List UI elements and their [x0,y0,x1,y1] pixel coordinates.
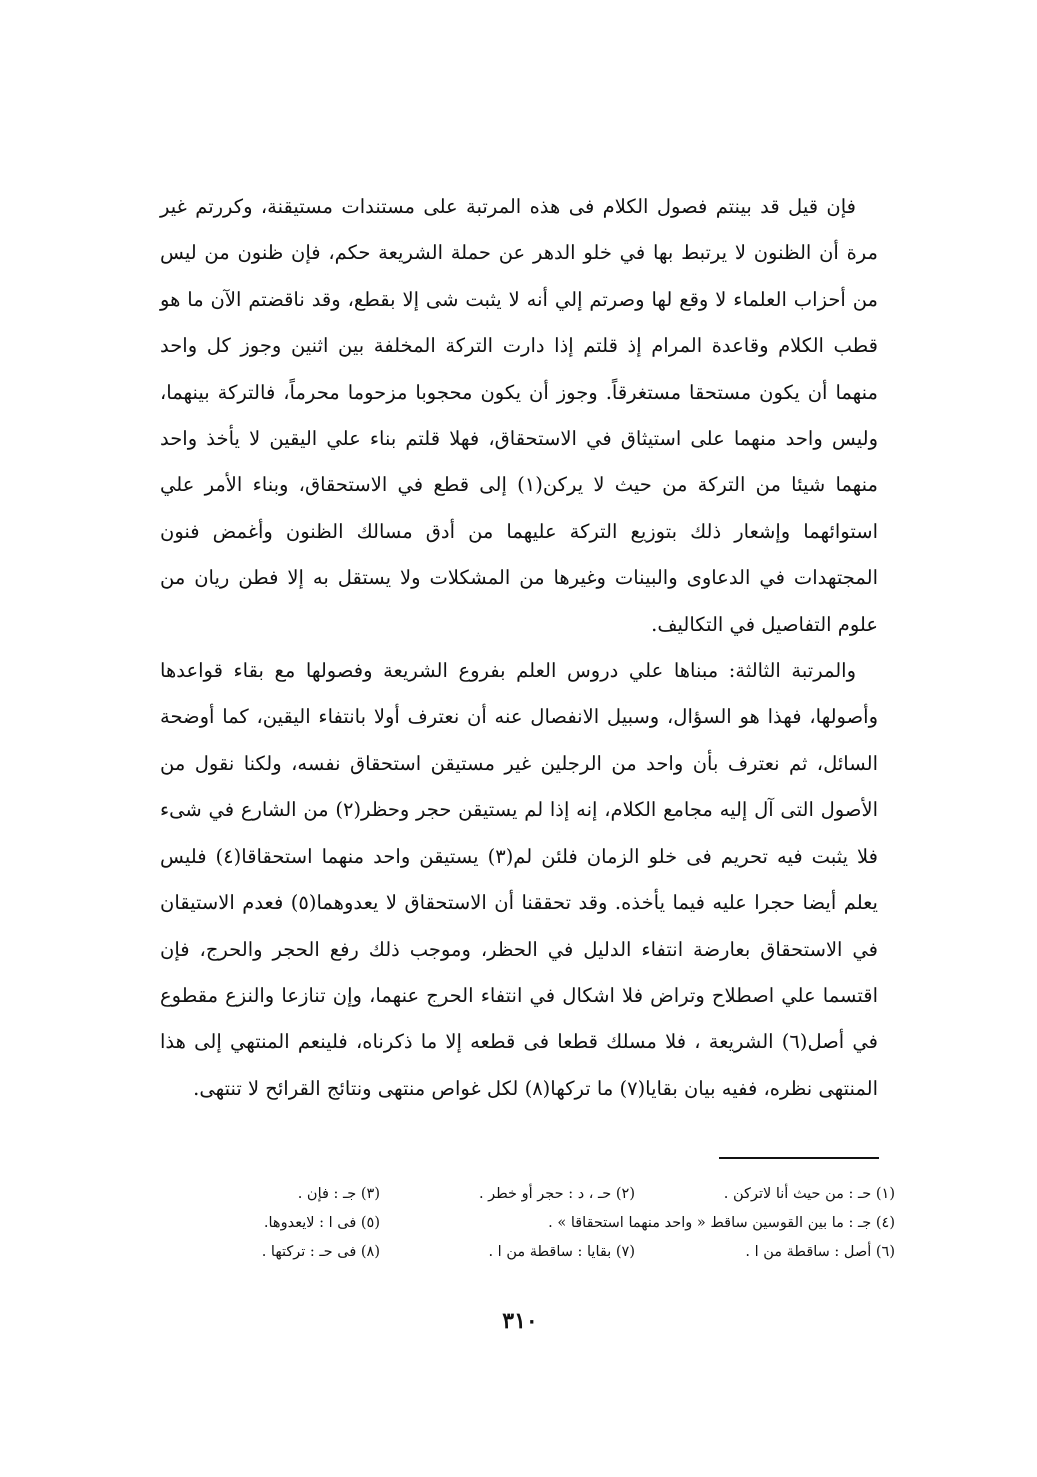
footnote: (٣) جـ : فإن . [297,1186,380,1202]
footnote: (٨) فى حـ : تركتها . [261,1244,380,1260]
paragraph: فإن قيل قد بينتم فصول الكلام فى هذه المرتبة على مستندات مستيقنة، وكررتم غير مرة أن الظنون لا يرتبط بها في خلو الدهر عن حملة الشريعة حكم، فإن ظنون من ليس من أحزاب العلماء لا وقع لها وصرتم إلي أنه لا يثبت شى إلا بقطع، وقد ناقضتم الآن ما هو قطب الكلام وقاعدة المرام إذ قلتم إذا دارت التركة المخلفة بين اثنين وجوز كل واحد منهما أن يكون مستحقا مستغرقاً. وجوز أن يكون محجوبا مزحوما محرماً، فالتركة بينهما، وليس واحد منهما على استيثاق في الاستحقاق، فهلا قلتم بناء علي اليقين لا يأخذ واحد منهما شيئا من التركة من حيث لا يركن(١) إلى قطع في الاستحقاق، وبناء الأمر علي استوائهما وإشعار ذلك بتوزيع التركة عليهما من أدق مسالك الظنون وأغمض فنون المجتهدات في الدعاوى والبينات وغيرها من المشكلات ولا يستقل به إلا فطن ريان من علوم التفاصيل في التكاليف. [160,195,879,636]
footnote-row [200,1209,895,1238]
paragraph: والمرتبة الثالثة: مبناها علي دروس العلم بفروع الشريعة وفصولها مع بقاء قواعدها وأصولها، فهذا هو السؤال، وسبيل الانفصال عنه أن نعترف أولا بانتفاء اليقين، كما أوضحة السائل، ثم نعترف بأن واحد من الرجلين غير مستيقن استحقاق نفسه، ولكنا نقول من الأصول التى آل إليه مجامع الكلام، إنه إذا لم يستيقن حجر وحظر(٢) من الشارع في شىء فلا يثبت فيه تحريم فى خلو الزمان فلئن لم(٣) يستيقن واحد منهما استحقاقا(٤) فليس يعلم أيضا حجرا عليه فيما يأخذه. وقد تحققنا أن الاستحقاق لا يعدوهما(٥) فعدم الاستيقان في الاستحقاق بعارضة انتفاء الدليل في الحظر، وموجب ذلك رفع الحجر والحرج، فإن اقتسما علي اصطلاح وتراض فلا اشكال في انتفاء الحرج عنهما، وإن تنازعا والنزع مقطوع في أصل(٦) الشريعة ، فلا مسلك قطعا فى قطعه إلا ما ذكرناه، فلينعم المنتهي إلى هذا المنتهى نظره، ففيه بيان بقايا(٧) ما تركها(٨) لكل غواص منتهى ونتائج القرائح لا تنتهى. [160,659,879,1100]
footnote: (٧) بقايا : ساقطة من ا . [488,1244,635,1260]
footnotes [200,1180,895,1267]
footnote: (٤) جـ : ما بين القوسين ساقط « واحد منهما استحقاقا » . [548,1215,895,1231]
footnote-separator [719,1157,879,1159]
footnote: (٥) فى ا : لايعدوها. [263,1215,380,1231]
footnote: (٦) أصل : ساقطة من ا . [745,1244,895,1260]
footnote-row [200,1238,895,1267]
footnote: (٢) حـ ، د : حجر أو خطر . [478,1186,635,1202]
main-text [160,184,878,1112]
page-number: ٣١٠ [502,1308,538,1334]
footnote: (١) حـ : من حيث أنا لاتركن . [723,1186,895,1202]
footnote-row [200,1180,895,1209]
